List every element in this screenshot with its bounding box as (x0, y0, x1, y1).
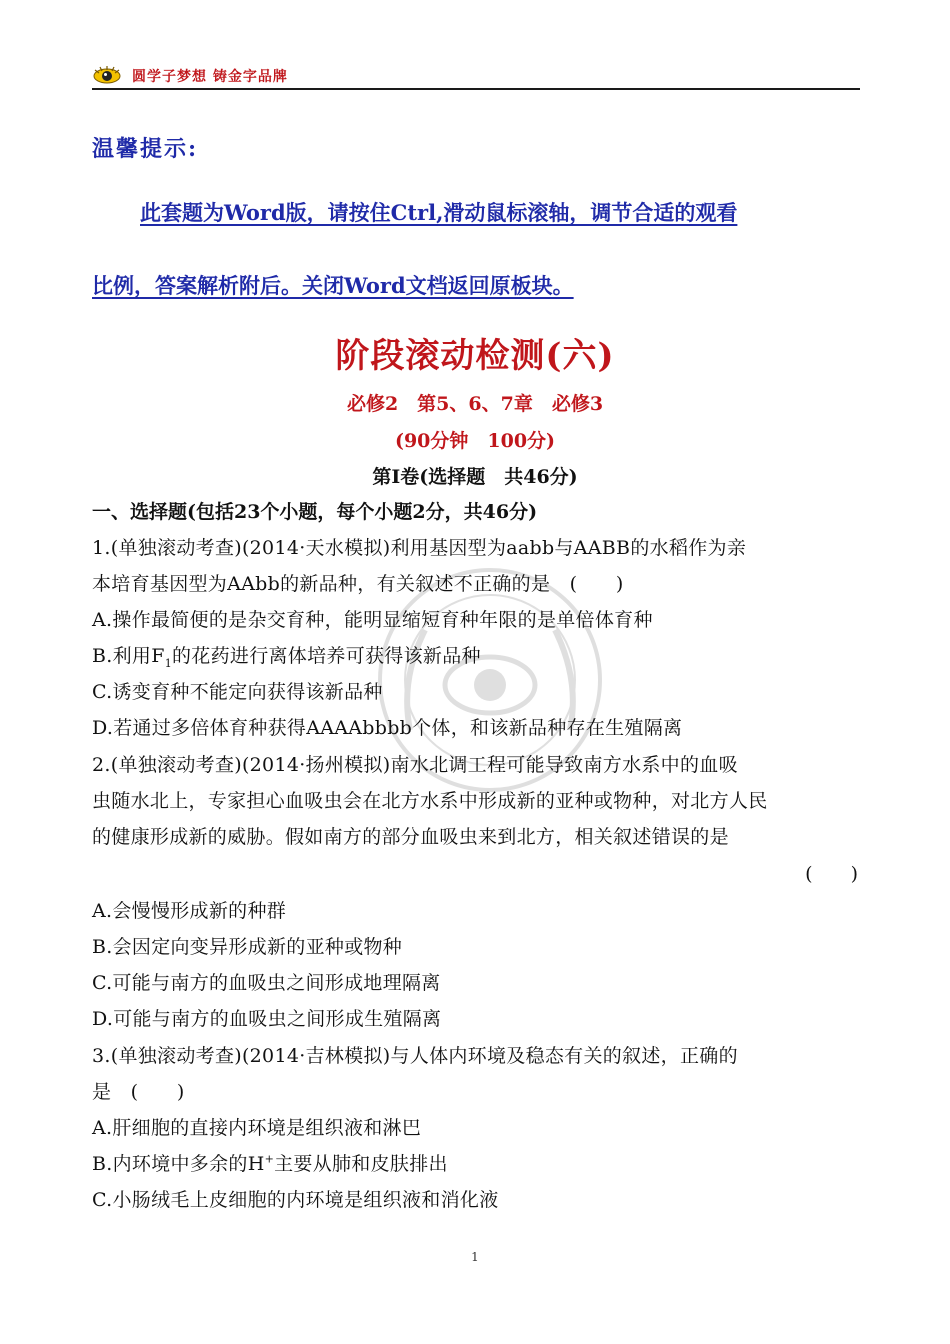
q1-option-b: B.利用$F_1$的花药进行离体培养可获得该新品种 (92, 645, 481, 670)
header-slogan: 圆学子梦想 铸金字品牌 (132, 69, 288, 85)
section-title: 第Ⅰ卷(选择题 共46分) (372, 466, 578, 488)
q2-option-d: D.可能与南方的血吸虫之间形成生殖隔离 (92, 1008, 442, 1030)
q2-stem-line-3: 的健康形成新的威胁。假如南方的部分血吸虫来到北方，相关叙述错误的是 (92, 826, 729, 848)
q2-option-a: A.会慢慢形成新的种群 (92, 900, 287, 922)
q1-option-a: A.操作最简便的是杂交育种，能明显缩短育种年限的是单倍体育种 (92, 609, 653, 631)
tip-line-1: 此套题为Word版，请按住Ctrl,滑动鼠标滚轴，调节合适的观看 (140, 200, 738, 225)
q2-option-b: B.会因定向变异形成新的亚种或物种 (92, 936, 403, 958)
q3-stem-line-1: 3.(单独滚动考查)(2014·吉林模拟)与人体内环境及稳态有关的叙述，正确的 (92, 1045, 738, 1067)
q1-option-d: D.若通过多倍体育种获得AAAAbbbb个体，和该新品种存在生殖隔离 (92, 717, 683, 739)
scope-subtitle: 必修2 第5、6、7章 必修3 (346, 393, 604, 415)
q3-option-b: B.内环境中多余的H+主要从肺和皮肤排出 (92, 1152, 448, 1175)
q3-option-a: A.肝细胞的直接内环境是组织液和淋巴 (92, 1117, 422, 1139)
tip-title: 温馨提示: (92, 136, 199, 162)
q1-stem-line-2: 本培育基因型为AAbb的新品种，有关叙述不正确的是 ( ) (92, 573, 624, 595)
document-title: 阶段滚动检测(六) (335, 336, 615, 376)
q3-stem-line-2: 是 ( ) (92, 1081, 185, 1103)
eye-logo-icon (92, 64, 122, 86)
page-number: 1 (471, 1250, 479, 1264)
q2-answer-bracket: ( ) (805, 863, 858, 885)
q1-option-c: C.诱变育种不能定向获得该新品种 (92, 681, 383, 703)
tip-line-2: 比例，答案解析附后。关闭Word文档返回原板块。 (92, 273, 574, 298)
q1-stem-line-1: 1.(单独滚动考查)(2014·天水模拟)利用基因型为aabb与AABB的水稻作为亲 (92, 537, 747, 559)
time-score-subtitle: (90分钟 100分) (394, 430, 556, 452)
part-title: 一、选择题(包括23个小题，每个小题2分，共46分) (92, 501, 538, 523)
q2-option-c: C.可能与南方的血吸虫之间形成地理隔离 (92, 972, 441, 994)
q3-option-c: C.小肠绒毛上皮细胞的内环境是组织液和消化液 (92, 1189, 499, 1211)
page-header (92, 64, 860, 90)
logo (92, 64, 122, 86)
q2-stem-line-2: 虫随水北上，专家担心血吸虫会在北方水系中形成新的亚种或物种，对北方人民 (92, 790, 768, 812)
q2-stem-line-1: 2.(单独滚动考查)(2014·扬州模拟)南水北调工程可能导致南方水系中的血吸 (92, 754, 738, 776)
